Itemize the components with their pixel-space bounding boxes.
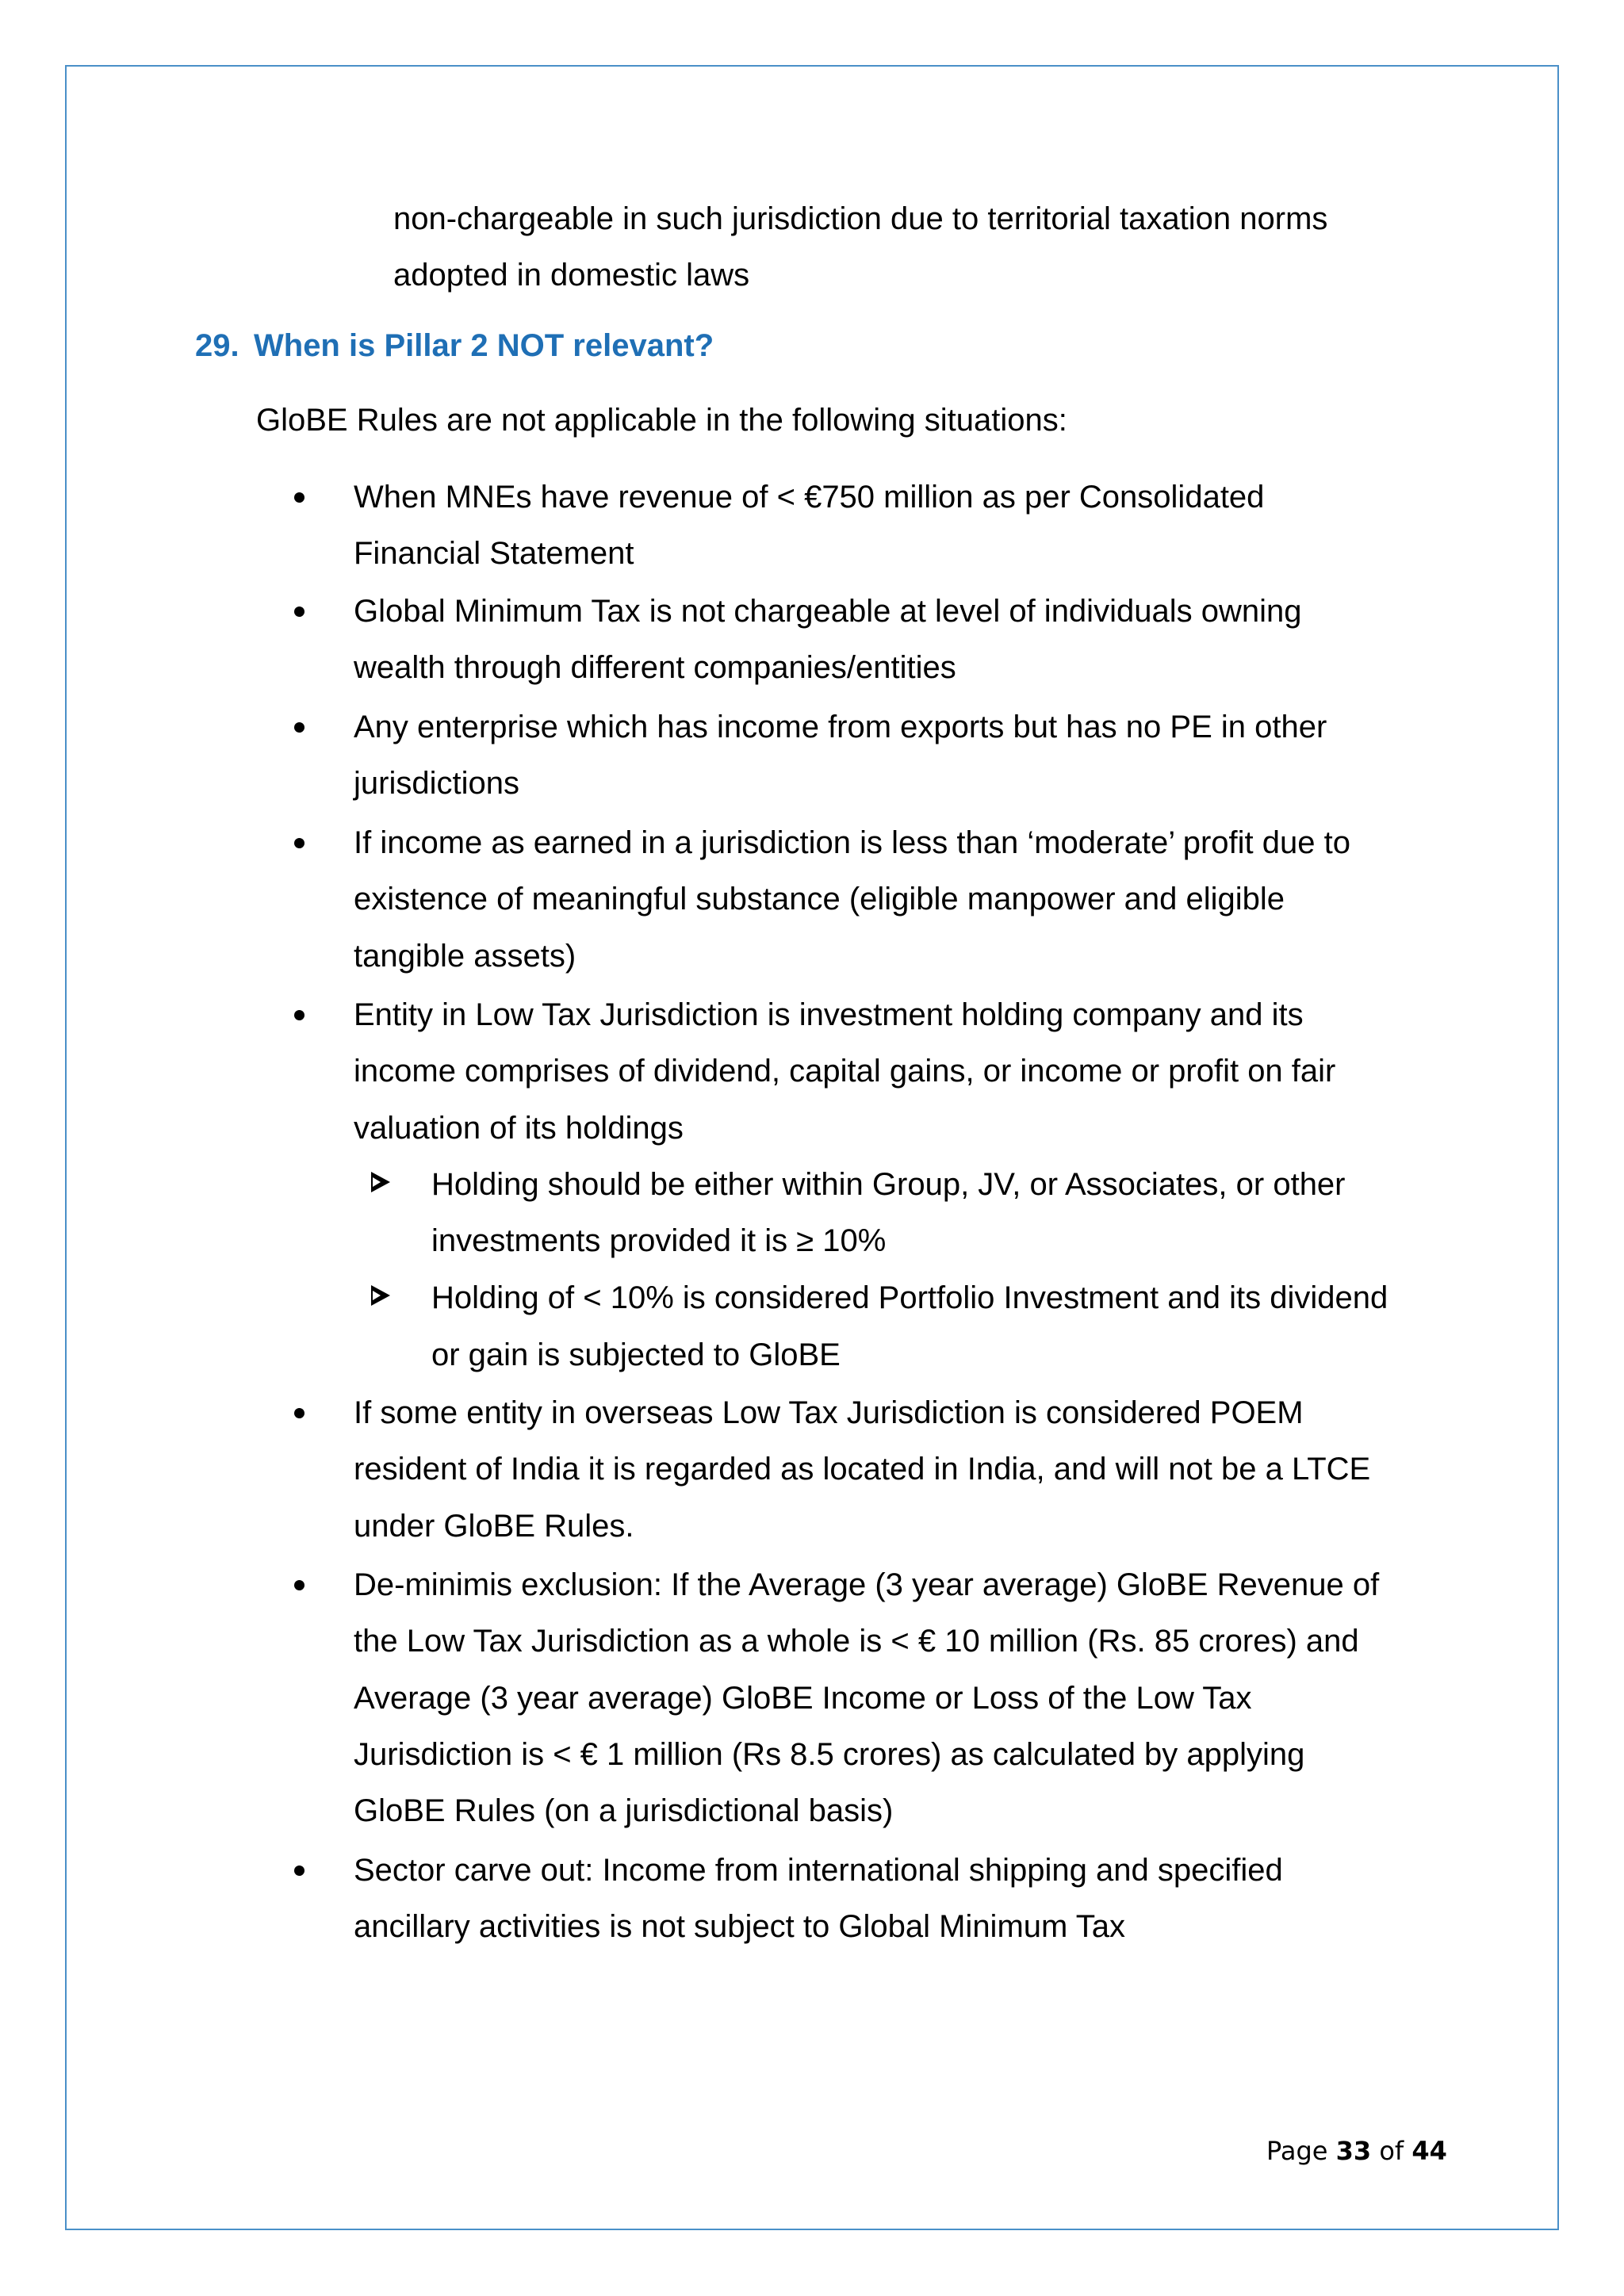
page-footer: [1266, 2135, 1447, 2167]
bullet-line: Sector carve out: Income from international shipping and specified: [354, 1853, 1283, 1888]
bullet-line: De-minimis exclusion: If the Average (3 year average) GloBE Revenue of: [354, 1567, 1380, 1602]
bullet-line: resident of India it is regarded as located in India, and will not be a LTCE: [354, 1452, 1371, 1487]
bullet-line: valuation of its holdings: [354, 1111, 684, 1146]
bullet-line: Financial Statement: [354, 536, 634, 571]
arrow-bullet-icon: [371, 1172, 390, 1192]
section-title: When is Pillar 2 NOT relevant?: [254, 328, 714, 363]
of-label: of: [1379, 2136, 1404, 2166]
page-number: 33: [1335, 2136, 1372, 2166]
bullet-line: the Low Tax Jurisdiction as a whole is < € 10 million (Rs. 85 crores) and: [354, 1624, 1359, 1659]
bullet-line: If some entity in overseas Low Tax Jurisdiction is considered POEM: [354, 1395, 1304, 1430]
sub-bullet-line: or gain is subjected to GloBE: [431, 1337, 841, 1372]
page-border: [65, 65, 1559, 2230]
bullet-icon: [294, 1408, 304, 1418]
bullet-icon: [294, 838, 304, 848]
bullet-line: GloBE Rules (on a jurisdictional basis): [354, 1793, 894, 1828]
bullet-line: income comprises of dividend, capital gains, or income or profit on fair: [354, 1054, 1336, 1089]
continuation-line: adopted in domestic laws: [393, 258, 750, 293]
bullet-icon: [294, 722, 304, 733]
bullet-line: under GloBE Rules.: [354, 1509, 634, 1544]
sub-bullet-line: Holding should be either within Group, JV, or Associates, or other: [431, 1167, 1346, 1202]
bullet-line: jurisdictions: [354, 766, 519, 801]
section-heading: [195, 327, 714, 365]
section-number: 29.: [195, 328, 239, 363]
total-pages: 44: [1411, 2136, 1447, 2166]
bullet-icon: [294, 1010, 304, 1020]
bullet-line: Average (3 year average) GloBE Income or Loss of the Low Tax: [354, 1681, 1252, 1716]
sub-bullet-line: Holding of < 10% is considered Portfolio Investment and its dividend: [431, 1280, 1388, 1315]
bullet-icon: [294, 1866, 304, 1876]
bullet-line: wealth through different companies/entities: [354, 650, 956, 685]
bullet-icon: [294, 1580, 304, 1590]
bullet-line: Entity in Low Tax Jurisdiction is investment holding company and its: [354, 997, 1304, 1032]
bullet-line: When MNEs have revenue of < €750 million as per Consolidated: [354, 480, 1265, 515]
sub-bullet-line: investments provided it is ≥ 10%: [431, 1223, 887, 1258]
bullet-icon: [294, 492, 304, 503]
arrow-bullet-icon: [371, 1285, 390, 1306]
continuation-line: non-chargeable in such jurisdiction due to territorial taxation norms: [393, 201, 1328, 236]
bullet-line: existence of meaningful substance (eligible manpower and eligible: [354, 882, 1285, 916]
bullet-line: Global Minimum Tax is not chargeable at level of individuals owning: [354, 594, 1302, 629]
page-label: Page: [1266, 2136, 1328, 2166]
bullet-icon: [294, 607, 304, 617]
bullet-line: Jurisdiction is < € 1 million (Rs 8.5 crores) as calculated by applying: [354, 1737, 1305, 1772]
section-intro: GloBE Rules are not applicable in the following situations:: [256, 403, 1067, 438]
bullet-line: ancillary activities is not subject to Global Minimum Tax: [354, 1909, 1125, 1944]
bullet-line: Any enterprise which has income from exports but has no PE in other: [354, 710, 1327, 744]
bullet-line: If income as earned in a jurisdiction is less than ‘moderate’ profit due to: [354, 825, 1350, 860]
bullet-line: tangible assets): [354, 939, 576, 974]
